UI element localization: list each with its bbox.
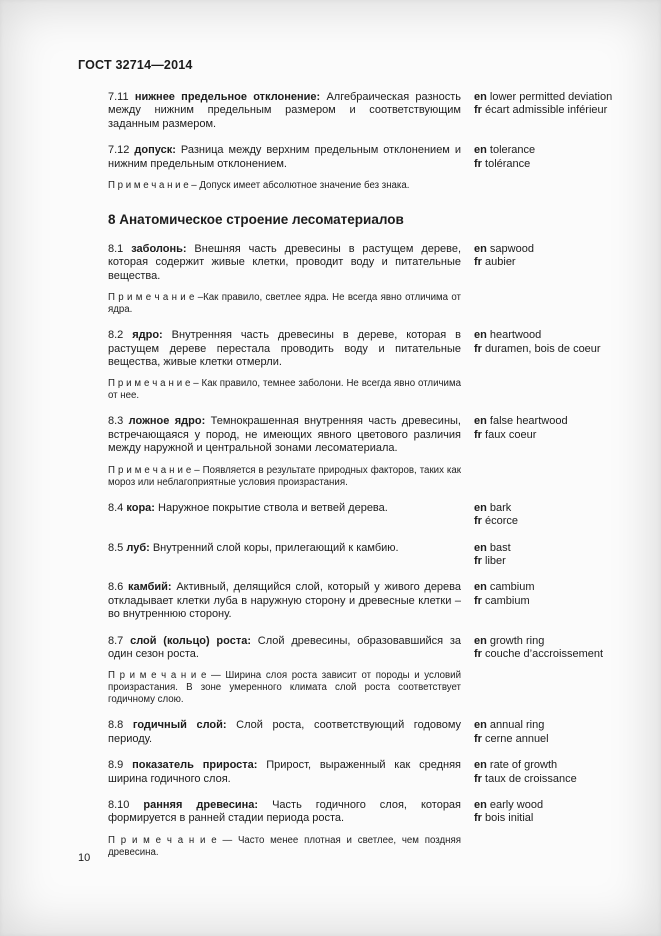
- en-translation-line: [474, 635, 654, 648]
- fr-term: cambium: [485, 594, 530, 607]
- en-translation-line: [474, 91, 654, 104]
- translations-column: [474, 635, 654, 707]
- term-note: П р и м е ч а н и е – Как правило, темнее заболони. Не всегда явно отличима от нее.: [108, 378, 461, 402]
- fr-translation-line: [474, 158, 654, 171]
- term-number: 8.1: [108, 243, 124, 256]
- definition-column: [108, 635, 461, 707]
- term-entry: [108, 329, 654, 402]
- fr-translation-line: [474, 595, 654, 608]
- translations-column: [474, 91, 654, 131]
- en-term: false heartwood: [489, 415, 568, 428]
- fr-language-label: fr: [474, 732, 482, 745]
- term-definition-text: Темнокрашенная внутренняя часть древесины, встречающаяся у пород, не имеющих явного цветового различия между наружной и центральной зонами лесоматериала.: [108, 415, 461, 455]
- term-definition: [108, 415, 461, 455]
- fr-language-label: fr: [474, 647, 482, 660]
- en-translation-line: [474, 329, 654, 342]
- en-language-label: en: [474, 144, 487, 157]
- en-term: bark: [489, 501, 512, 514]
- term-note: П р и м е ч а н и е –Как правило, светлее ядра. Не всегда явно отличима от ядра.: [108, 292, 461, 316]
- term-entry: [108, 581, 654, 621]
- fr-language-label: fr: [474, 342, 482, 355]
- en-language-label: en: [474, 634, 487, 647]
- fr-translation-line: [474, 733, 654, 746]
- fr-term: couche d’accroissement: [485, 647, 604, 660]
- en-translation-line: [474, 719, 654, 732]
- term-entry: [108, 91, 654, 131]
- en-language-label: en: [474, 541, 487, 554]
- term-label: ложное ядро:: [128, 415, 206, 428]
- en-translation-line: [474, 502, 654, 515]
- translations-column: [474, 542, 654, 569]
- en-translation-line: [474, 799, 654, 812]
- en-language-label: en: [474, 581, 487, 594]
- en-translation-line: [474, 759, 654, 772]
- term-number: 8.9: [108, 759, 124, 772]
- en-language-label: en: [474, 329, 487, 342]
- term-entry: [108, 542, 654, 569]
- fr-term: bois initial: [485, 812, 534, 825]
- term-number: 8.8: [108, 719, 124, 732]
- term-definition: [108, 144, 461, 171]
- translations-column: [474, 415, 654, 488]
- fr-term: écart admissible inférieur: [485, 104, 608, 117]
- term-definition: [108, 243, 461, 283]
- translations-column: [474, 502, 654, 529]
- term-number: 8.3: [108, 415, 124, 428]
- en-term: early wood: [489, 798, 544, 811]
- term-number: 8.5: [108, 541, 124, 554]
- term-label: ранняя древесина:: [143, 798, 259, 811]
- definition-column: [108, 243, 461, 316]
- en-term: sapwood: [489, 243, 534, 256]
- term-label: нижнее предельное отклонение:: [134, 91, 321, 103]
- en-language-label: en: [474, 798, 487, 811]
- translations-column: [474, 243, 654, 316]
- term-label: показатель прироста:: [132, 759, 258, 772]
- term-number: 8.10: [108, 798, 130, 811]
- term-label: камбий:: [128, 581, 172, 594]
- term-label: кора:: [126, 501, 155, 514]
- fr-translation-line: [474, 256, 654, 269]
- fr-translation-line: [474, 343, 654, 356]
- fr-language-label: fr: [474, 594, 482, 607]
- term-number: 7.11: [108, 91, 129, 103]
- term-label: луб:: [126, 541, 150, 554]
- fr-language-label: fr: [474, 772, 482, 785]
- term-entry: [108, 502, 654, 529]
- fr-translation-line: [474, 515, 654, 528]
- term-definition-text: Внешняя часть древесины в растущем дереве, которая содержит живые клетки, проводит воду и питательные вещества.: [108, 243, 462, 282]
- fr-term: liber: [485, 554, 506, 567]
- en-term: tolerance: [489, 144, 536, 157]
- en-language-label: en: [474, 91, 487, 103]
- term-note: П р и м е ч а н и е – Допуск имеет абсолютное значение без знака.: [108, 180, 410, 192]
- term-definition: [108, 799, 461, 826]
- term-definition-text: Алгебраическая разность между нижним предельным размером и соответствующим заданным размером.: [108, 91, 462, 130]
- translations-column: [474, 329, 654, 402]
- fr-translation-line: [474, 104, 654, 117]
- term-definition-text: Слой древесины, образовавшийся за один сезон роста.: [108, 634, 462, 660]
- term-definition-text: Внутренняя часть древесины в дереве, которая в растущем дереве перестала проводить воду и питательные вещества, живые клетки отмерли.: [108, 329, 461, 369]
- term-definition-text: Активный, делящийся слой, который у живого дерева откладывает клетки луба в наружную сторону и древесные клетки – во внутреннюю сторону.: [108, 581, 462, 621]
- fr-term: tolérance: [485, 157, 531, 170]
- term-entry: [108, 415, 654, 488]
- term-definition-text: Часть годичного слоя, которая формируется в ранней стадии периода роста.: [108, 798, 462, 825]
- term-number: 8.7: [108, 634, 124, 647]
- term-definition: [108, 719, 461, 746]
- translations-column: [474, 759, 654, 786]
- definition-column: [108, 719, 461, 746]
- term-definition-text: Прирост, выраженный как средняя ширина годичного слоя.: [108, 759, 461, 785]
- en-term: annual ring: [489, 719, 545, 732]
- fr-term: taux de croissance: [485, 772, 577, 785]
- en-term: lower permitted deviation: [489, 91, 613, 103]
- translations-column: [474, 719, 654, 746]
- term-number: 8.6: [108, 581, 124, 594]
- term-label: слой (кольцо) роста:: [130, 634, 252, 647]
- translations-column: [474, 144, 654, 192]
- en-term: bast: [489, 541, 511, 554]
- term-entry: [108, 759, 654, 786]
- term-label: ядро:: [132, 329, 163, 342]
- term-entry: [108, 799, 654, 859]
- page-number: 10: [78, 852, 91, 864]
- definition-column: [108, 502, 461, 529]
- en-language-label: en: [474, 759, 487, 772]
- en-term: growth ring: [489, 634, 545, 647]
- term-number: 8.4: [108, 501, 124, 514]
- term-definition: [108, 759, 461, 786]
- term-note: П р и м е ч а н и е – Появляется в результате природных факторов, таких как мороз или неблагоприятные условия произрастания.: [108, 464, 461, 488]
- en-translation-line: [474, 581, 654, 594]
- fr-term: faux coeur: [485, 428, 537, 441]
- definition-column: [108, 91, 461, 131]
- fr-translation-line: [474, 555, 654, 568]
- en-translation-line: [474, 542, 654, 555]
- term-definition-text: Внутренний слой коры, прилегающий к камбию.: [152, 541, 399, 554]
- fr-translation-line: [474, 773, 654, 786]
- term-entry: [108, 635, 654, 707]
- definition-column: [108, 415, 461, 488]
- term-definition: [108, 329, 461, 369]
- en-language-label: en: [474, 415, 487, 428]
- en-language-label: en: [474, 719, 487, 732]
- fr-term: aubier: [485, 256, 516, 269]
- term-definition-text: Разница между верхним предельным отклонением и нижним предельным отклонением.: [108, 144, 462, 170]
- term-number: 7.12: [108, 144, 130, 157]
- fr-term: écorce: [485, 515, 519, 528]
- fr-translation-line: [474, 812, 654, 825]
- en-translation-line: [474, 415, 654, 428]
- definition-column: [108, 799, 461, 859]
- translations-column: [474, 799, 654, 859]
- en-term: rate of growth: [489, 759, 558, 772]
- term-label: заболонь:: [131, 243, 187, 256]
- term-label: допуск:: [134, 144, 176, 157]
- en-language-label: en: [474, 501, 487, 514]
- fr-language-label: fr: [474, 812, 482, 825]
- fr-language-label: fr: [474, 104, 482, 117]
- en-term: heartwood: [489, 329, 542, 342]
- fr-term: cerne annuel: [485, 732, 549, 745]
- definition-column: [108, 581, 461, 621]
- term-definition: [108, 502, 461, 515]
- en-term: cambium: [489, 581, 535, 594]
- term-definition: [108, 581, 461, 621]
- term-entry: [108, 144, 654, 192]
- definition-column: [108, 144, 461, 192]
- term-number: 8.2: [108, 329, 124, 342]
- document-body: [108, 91, 661, 859]
- document-header-standard-number: ГОСТ 32714—2014: [78, 58, 193, 72]
- section-heading: 8 Анатомическое строение лесоматериалов: [108, 212, 404, 228]
- fr-language-label: fr: [474, 515, 482, 528]
- en-translation-line: [474, 243, 654, 256]
- fr-translation-line: [474, 429, 654, 442]
- fr-language-label: fr: [474, 256, 482, 269]
- fr-language-label: fr: [474, 554, 482, 567]
- term-note: П р и м е ч а н и е — Ширина слоя роста зависит от породы и условий произрастания. В зоне умеренного климата слой роста соответствует годичному слою.: [108, 670, 461, 706]
- fr-language-label: fr: [474, 428, 482, 441]
- term-definition: [108, 91, 461, 131]
- term-entry: [108, 719, 654, 746]
- term-definition: [108, 542, 461, 555]
- term-definition-text: Слой роста, соответствующий годовому периоду.: [108, 719, 462, 745]
- definition-column: [108, 542, 461, 569]
- fr-translation-line: [474, 648, 654, 661]
- term-entry: [108, 243, 654, 316]
- translations-column: [474, 581, 654, 621]
- fr-language-label: fr: [474, 157, 482, 170]
- en-language-label: en: [474, 243, 487, 256]
- definition-column: [108, 759, 461, 786]
- en-translation-line: [474, 144, 654, 157]
- definition-column: [108, 329, 461, 402]
- term-definition: [108, 635, 461, 662]
- term-definition-text: Наружное покрытие ствола и ветвей дерева.: [158, 501, 388, 514]
- fr-term: duramen, bois de coeur: [485, 342, 601, 355]
- term-label: годичный слой:: [132, 719, 227, 732]
- term-note: П р и м е ч а н и е — Часто менее плотная и светлее, чем поздняя древесина.: [108, 834, 461, 858]
